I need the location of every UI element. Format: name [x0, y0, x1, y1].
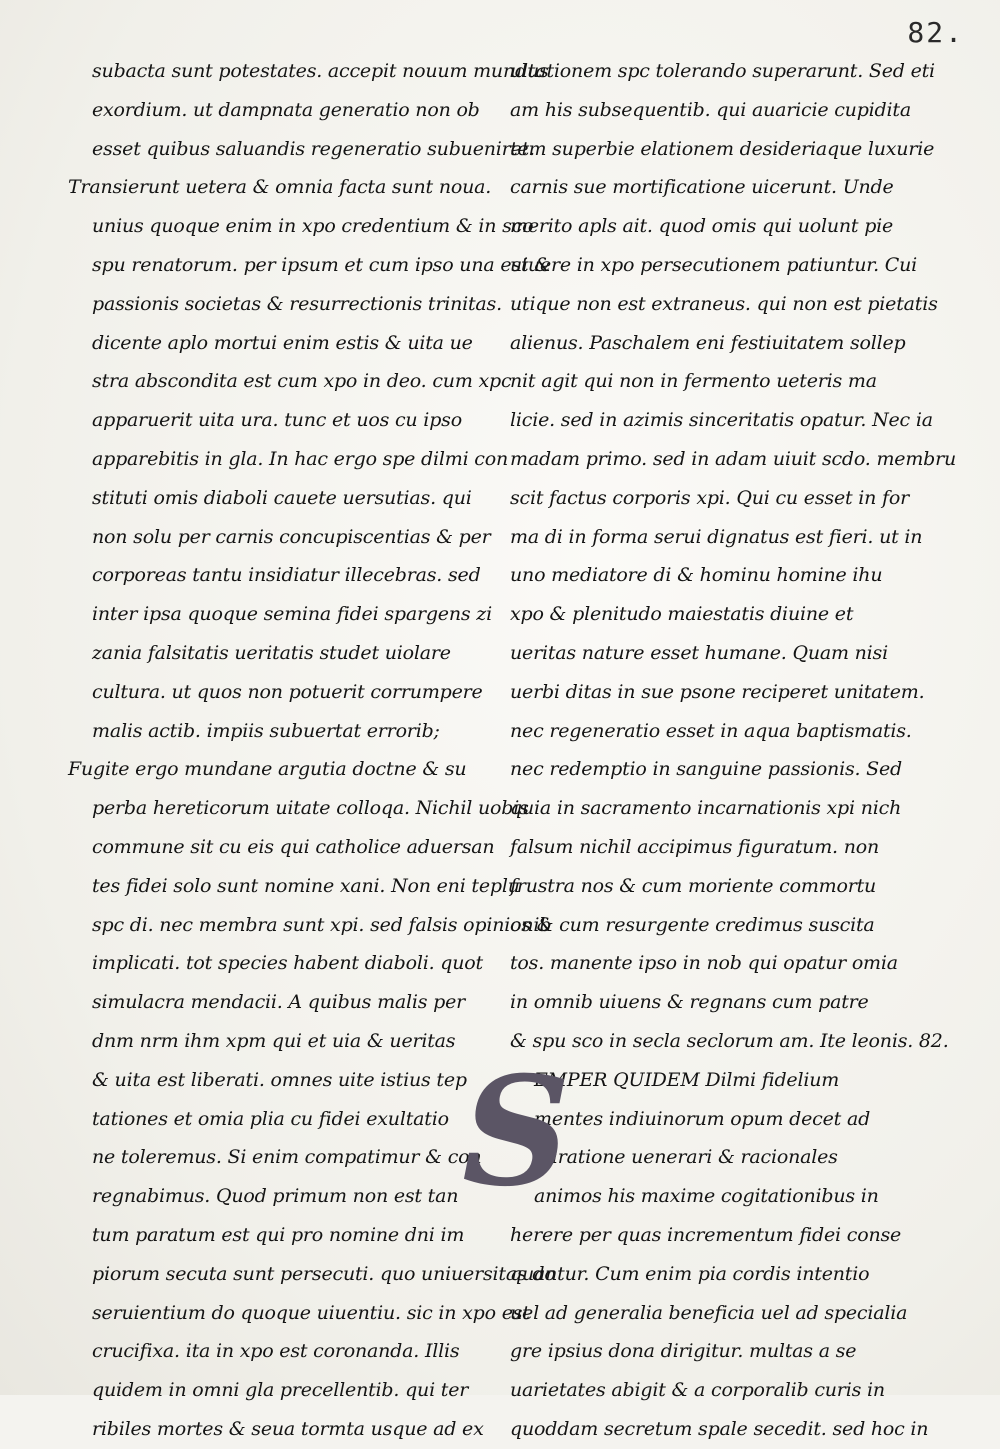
text-line: falsum nichil accipimus figuratum. non: [510, 835, 880, 858]
text-line: apparuerit uita ura. tunc et uos cu ipso: [92, 409, 462, 432]
text-line: zania falsitatis ueritatis studet uiolare: [92, 641, 451, 664]
text-line: spc di. nec membra sunt xpi. sed falsis opinionib: [92, 913, 552, 936]
text-line: frustra nos & cum moriente commortu: [510, 874, 877, 897]
folio-number: 82.: [907, 16, 964, 49]
text-line: animos his maxime cogitationibus in: [534, 1185, 879, 1208]
text-line: quia in sacramento incarnationis xpi nich: [510, 797, 902, 820]
text-line: uiuere in xpo persecutionem patiuntur. Cui: [510, 253, 917, 276]
text-line: perba hereticorum uitate colloqa. Nichil uobis: [92, 797, 529, 820]
text-line: ribiles mortes & seua tormta usque ad ex: [92, 1417, 484, 1440]
text-line: mentes indiuinorum opum decet ad: [534, 1107, 871, 1130]
text-line: dicente aplo mortui enim estis & uita ue: [92, 331, 473, 354]
text-line: ueritas nature esset humane. Quam nisi: [510, 641, 888, 664]
text-line: madam primo. sed in adam uiuit scdo. membru: [510, 447, 957, 470]
text-line: implicati. tot species habent diaboli. quot: [92, 952, 483, 975]
text-line: tem superbie elationem desideriaque luxurie: [510, 137, 935, 160]
text-line: esset quibus saluandis regeneratio subueniret.: [92, 137, 535, 160]
text-line: apparebitis in gla. In hac ergo spe dilmi con: [92, 447, 509, 470]
text-line: nit agit qui non in fermento ueteris ma: [510, 370, 877, 393]
text-line: carnis sue mortificatione uicerunt. Unde: [510, 176, 894, 199]
text-line: & uita est liberati. omnes uite istius tep: [92, 1068, 467, 1091]
text-line: EMPER QUIDEM Dilmi fidelium S: [462, 1043, 840, 1220]
text-line: nec regeneratio esset in aqua baptismatis.: [510, 719, 912, 742]
text-line: seruientium do quoque uiuentiu. sic in xpo est: [92, 1301, 530, 1324]
text-line: simulacra mendacii. A quibus malis per: [92, 991, 466, 1014]
text-line: quantur. Cum enim pia cordis intentio: [510, 1262, 870, 1285]
text-line: am his subsequentib. qui auaricie cupidita: [510, 98, 911, 121]
text-line: os & cum resurgente credimus suscita: [510, 913, 875, 936]
text-line: in omnib uiuens & regnans cum patre: [510, 991, 869, 1014]
text-line: Fugite ergo mundane argutia doctne & su: [68, 758, 467, 781]
text-line: passionis societas & resurrectionis trinitas.: [92, 292, 502, 315]
text-line: tationes et omia plia cu fidei exultatio: [92, 1107, 449, 1130]
text-line: uel ad generalia beneficia uel ad specialia: [510, 1301, 908, 1324]
text-line: piorum secuta sunt persecuti. quo uniuersitas do: [92, 1262, 556, 1285]
text-line: stra abscondita est cum xpo in deo. cum xpc: [92, 370, 512, 393]
text-line: cultura. ut quos non potuerit corrumpere: [92, 680, 483, 703]
text-line: quidem in omni gla precellentib. qui ter: [92, 1379, 469, 1402]
text-line: scit factus corporis xpi. Qui cu esset in for: [510, 486, 909, 509]
text-line: inter ipsa quoque semina fidei spargens zi: [92, 603, 492, 626]
text-line: tes fidei solo sunt nomine xani. Non eni teplu: [92, 874, 520, 897]
text-line: corporeas tantu insidiatur illecebras. sed: [92, 564, 481, 587]
text-line: spu renatorum. per ipsum et cum ipso una est &: [92, 253, 551, 276]
text-line: uno mediatore di & hominu homine ihu: [510, 564, 883, 587]
text-line: ma di in forma serui dignatus est fieri. ut in: [510, 525, 923, 548]
text-line: tos. manente ipso in nob qui opatur omia: [510, 952, 898, 975]
text-line: ne toleremus. Si enim compatimur & con: [92, 1146, 482, 1169]
text-line: stituti omis diaboli cauete uersutias. qui: [92, 486, 472, 509]
text-line: crucifixa. ita in xpo est coronanda. Illis: [92, 1340, 460, 1363]
text-line: commune sit cu eis qui catholice aduersan: [92, 835, 495, 858]
text-line: xpo & plenitudo maiestatis diuine et: [510, 603, 854, 626]
text-line: nec redemptio in sanguine passionis. Sed: [510, 758, 903, 781]
text-line: subacta sunt potestates. accepit nouum mundus: [92, 60, 549, 82]
text-line: utique non est extraneus. qui non est pietatis: [510, 292, 938, 315]
text-line: exordium. ut dampnata generatio non ob: [92, 98, 480, 121]
text-line: ultationem spc tolerando superarunt. Sed eti: [510, 60, 935, 82]
text-line: uarietates abigit & a corporalib curis in: [510, 1379, 885, 1402]
text-line: dnm nrm ihm xpm qui et uia & ueritas: [92, 1029, 456, 1052]
text-line: alienus. Paschalem eni festiuitatem sollep: [510, 331, 906, 354]
left-column: [60, 52, 556, 1449]
text-line: licie. sed in azimis sinceritatis opatur. Nec ia: [510, 409, 933, 432]
text-line: tum paratum est qui pro nomine dni im: [92, 1223, 465, 1246]
text-line: quoddam secretum spale secedit. sed hoc in: [510, 1417, 929, 1440]
text-line: & spu sco in secla seclorum am. Ite leonis. 82.: [510, 1029, 949, 1052]
right-column: [462, 52, 957, 1449]
text-line: regnabimus. Quod primum non est tan: [92, 1185, 459, 1208]
text-line: non solu per carnis concupiscentias & per: [92, 525, 491, 548]
text-line: herere per quas incrementum fidei conse: [510, 1223, 902, 1246]
text-line: gre ipsius dona dirigitur. multas a se: [510, 1340, 857, 1363]
text-line: merito apls ait. quod omis qui uolunt pie: [510, 215, 894, 238]
text-line: malis actib. impiis subuertat errorib;: [92, 719, 440, 742]
text-line: Transierunt uetera & omnia facta sunt noua.: [68, 176, 492, 199]
text-line: miratione uenerari & racionales: [534, 1146, 838, 1169]
text-line: uerbi ditas in sue psone reciperet unitatem.: [510, 680, 925, 703]
decorated-initial: S: [462, 1043, 571, 1220]
text-line: unius quoque enim in xpo credentium & in sco: [92, 215, 534, 238]
